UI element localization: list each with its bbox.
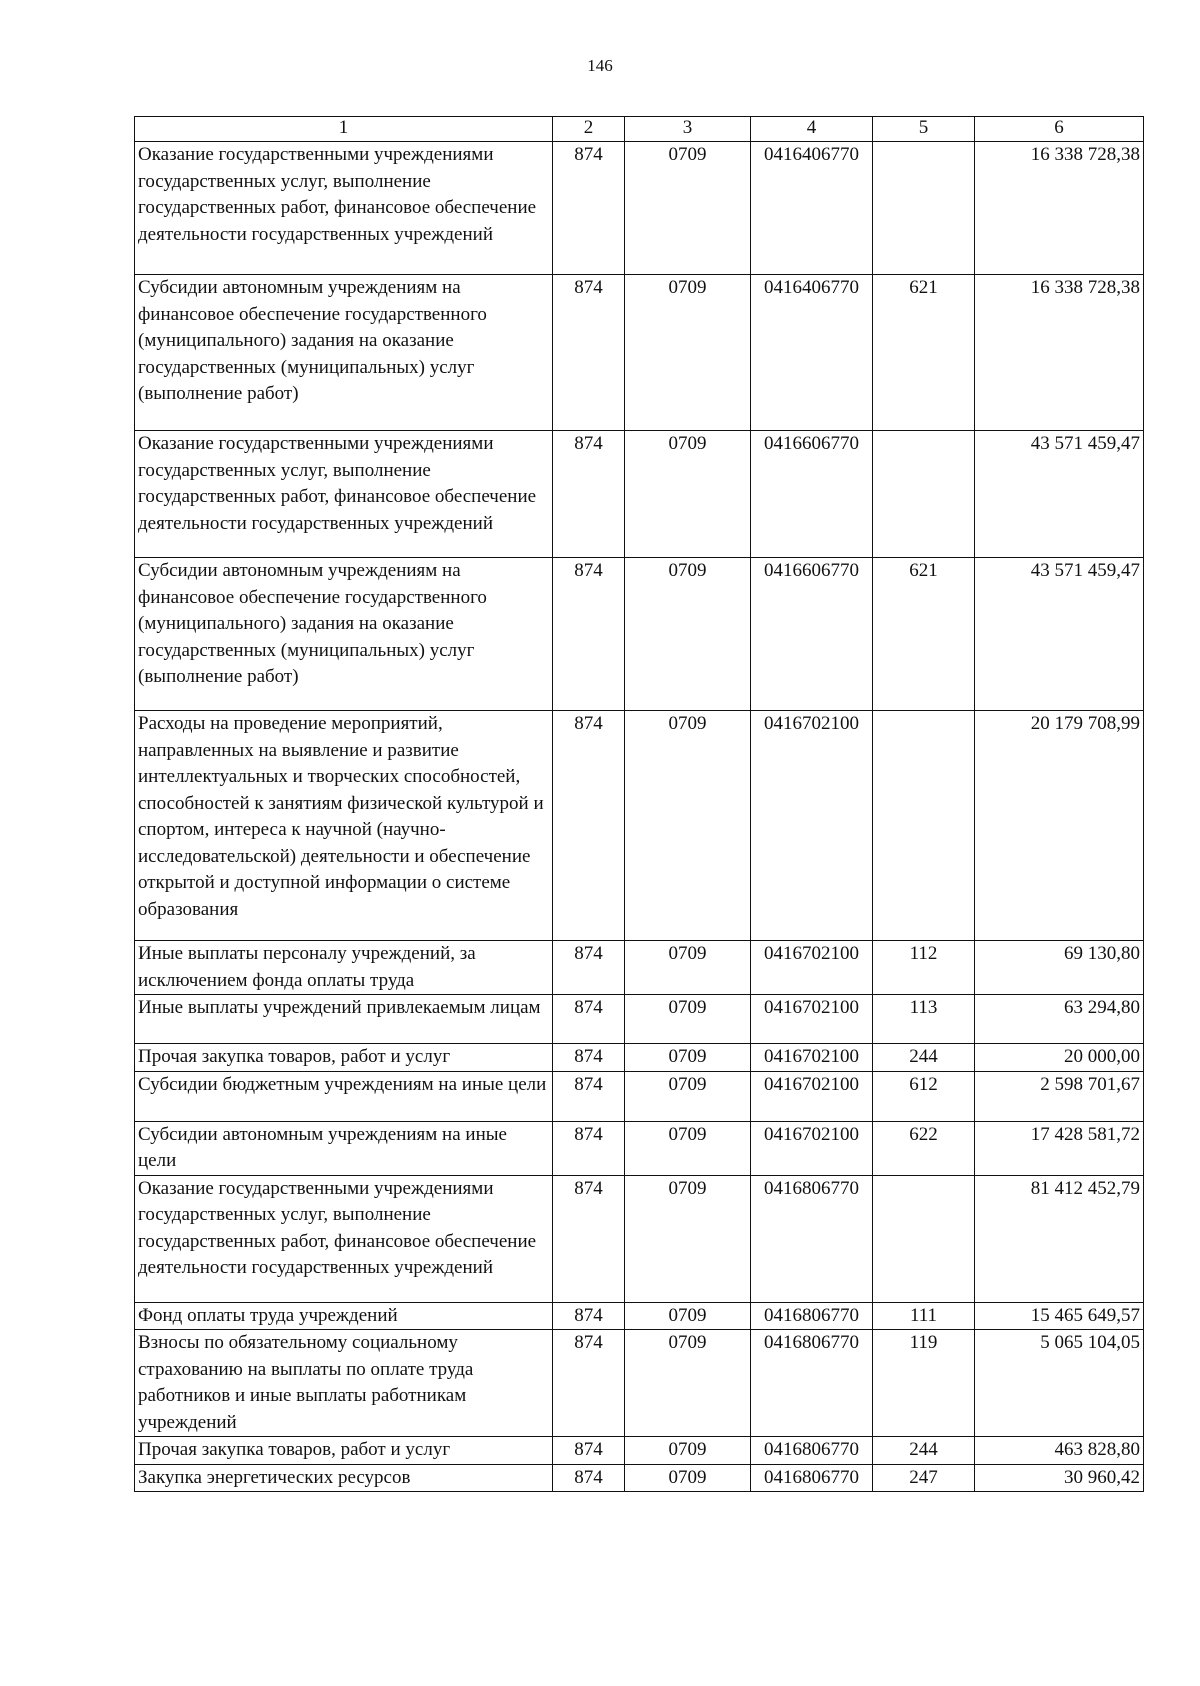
row-description: Прочая закупка товаров, работ и услуг — [135, 1044, 553, 1072]
cell-chapter: 874 — [553, 1175, 625, 1302]
table-row — [135, 995, 1144, 1044]
column-header: 4 — [751, 117, 873, 142]
cell-expense-type: 621 — [873, 558, 975, 711]
table-row — [135, 1302, 1144, 1330]
row-description: Иные выплаты персоналу учреждений, за исключением фонда оплаты труда — [135, 941, 553, 995]
column-header: 5 — [873, 117, 975, 142]
cell-target-article: 0416702100 — [751, 995, 873, 1044]
cell-section: 0709 — [625, 1044, 751, 1072]
table-row — [135, 142, 1144, 275]
cell-section: 0709 — [625, 1330, 751, 1437]
cell-expense-type: 612 — [873, 1071, 975, 1121]
cell-amount: 15 465 649,57 — [975, 1302, 1144, 1330]
table-row — [135, 1175, 1144, 1302]
row-description: Субсидии автономным учреждениям на финансовое обеспечение государственного (муниципального) задания на оказание государственных (муниципальных) услуг (выполнение работ) — [135, 275, 553, 431]
cell-target-article: 0416406770 — [751, 142, 873, 275]
cell-amount: 43 571 459,47 — [975, 558, 1144, 711]
cell-amount: 2 598 701,67 — [975, 1071, 1144, 1121]
cell-section: 0709 — [625, 1071, 751, 1121]
cell-chapter: 874 — [553, 1464, 625, 1492]
cell-amount: 17 428 581,72 — [975, 1121, 1144, 1175]
cell-chapter: 874 — [553, 1437, 625, 1465]
cell-expense-type: 244 — [873, 1437, 975, 1465]
cell-chapter: 874 — [553, 1121, 625, 1175]
column-header: 6 — [975, 117, 1144, 142]
cell-section: 0709 — [625, 431, 751, 558]
row-description: Субсидии автономным учреждениям на иные цели — [135, 1121, 553, 1175]
cell-amount: 43 571 459,47 — [975, 431, 1144, 558]
cell-target-article: 0416702100 — [751, 1121, 873, 1175]
cell-amount: 463 828,80 — [975, 1437, 1144, 1465]
row-description: Субсидии автономным учреждениям на финансовое обеспечение государственного (муниципального) задания на оказание государственных (муниципальных) услуг (выполнение работ) — [135, 558, 553, 711]
cell-expense-type: 113 — [873, 995, 975, 1044]
cell-amount: 16 338 728,38 — [975, 275, 1144, 431]
table-row — [135, 941, 1144, 995]
row-description: Прочая закупка товаров, работ и услуг — [135, 1437, 553, 1465]
cell-expense-type: 119 — [873, 1330, 975, 1437]
cell-section: 0709 — [625, 1464, 751, 1492]
row-description: Расходы на проведение мероприятий, направленных на выявление и развитие интеллектуальных и творческих способностей, способностей к занятиям физической культурой и спортом, интереса к научной (научно-исследовательской) деятельности и обеспечение открытой и доступной информации о системе образования — [135, 711, 553, 941]
cell-target-article: 0416806770 — [751, 1330, 873, 1437]
cell-amount: 81 412 452,79 — [975, 1175, 1144, 1302]
cell-expense-type: 622 — [873, 1121, 975, 1175]
cell-expense-type: 247 — [873, 1464, 975, 1492]
cell-target-article: 0416806770 — [751, 1302, 873, 1330]
cell-amount: 20 179 708,99 — [975, 711, 1144, 941]
cell-expense-type — [873, 431, 975, 558]
cell-amount: 5 065 104,05 — [975, 1330, 1144, 1437]
cell-expense-type: 112 — [873, 941, 975, 995]
row-description: Оказание государственными учреждениями государственных услуг, выполнение государственных работ, финансовое обеспечение деятельности государственных учреждений — [135, 1175, 553, 1302]
cell-section: 0709 — [625, 1175, 751, 1302]
cell-target-article: 0416702100 — [751, 1071, 873, 1121]
table-row — [135, 431, 1144, 558]
column-header: 1 — [135, 117, 553, 142]
budget-table — [134, 116, 1144, 1492]
row-description: Фонд оплаты труда учреждений — [135, 1302, 553, 1330]
cell-section: 0709 — [625, 1437, 751, 1465]
cell-section: 0709 — [625, 711, 751, 941]
table-row — [135, 1071, 1144, 1121]
cell-chapter: 874 — [553, 1330, 625, 1437]
cell-chapter: 874 — [553, 995, 625, 1044]
cell-chapter: 874 — [553, 1071, 625, 1121]
cell-section: 0709 — [625, 1302, 751, 1330]
cell-amount: 16 338 728,38 — [975, 142, 1144, 275]
table-row — [135, 1044, 1144, 1072]
cell-chapter: 874 — [553, 941, 625, 995]
cell-target-article: 0416406770 — [751, 275, 873, 431]
table-row — [135, 275, 1144, 431]
cell-section: 0709 — [625, 142, 751, 275]
cell-expense-type — [873, 711, 975, 941]
row-description: Закупка энергетических ресурсов — [135, 1464, 553, 1492]
cell-target-article: 0416806770 — [751, 1464, 873, 1492]
cell-chapter: 874 — [553, 558, 625, 711]
cell-expense-type — [873, 142, 975, 275]
cell-section: 0709 — [625, 558, 751, 711]
row-description: Оказание государственными учреждениями государственных услуг, выполнение государственных работ, финансовое обеспечение деятельности государственных учреждений — [135, 431, 553, 558]
cell-target-article: 0416806770 — [751, 1175, 873, 1302]
cell-expense-type: 621 — [873, 275, 975, 431]
cell-chapter: 874 — [553, 142, 625, 275]
cell-chapter: 874 — [553, 1302, 625, 1330]
cell-target-article: 0416606770 — [751, 558, 873, 711]
cell-section: 0709 — [625, 1121, 751, 1175]
cell-target-article: 0416606770 — [751, 431, 873, 558]
cell-target-article: 0416806770 — [751, 1437, 873, 1465]
cell-section: 0709 — [625, 941, 751, 995]
cell-section: 0709 — [625, 995, 751, 1044]
table-row — [135, 1464, 1144, 1492]
cell-chapter: 874 — [553, 711, 625, 941]
row-description: Взносы по обязательному социальному страхованию на выплаты по оплате труда работников и иные выплаты работникам учреждений — [135, 1330, 553, 1437]
cell-amount: 20 000,00 — [975, 1044, 1144, 1072]
cell-expense-type: 244 — [873, 1044, 975, 1072]
page-number: 146 — [587, 56, 613, 75]
table-row — [135, 1121, 1144, 1175]
cell-target-article: 0416702100 — [751, 711, 873, 941]
row-description: Оказание государственными учреждениями государственных услуг, выполнение государственных работ, финансовое обеспечение деятельности государственных учреждений — [135, 142, 553, 275]
cell-expense-type — [873, 1175, 975, 1302]
cell-expense-type: 111 — [873, 1302, 975, 1330]
cell-target-article: 0416702100 — [751, 1044, 873, 1072]
table-row — [135, 711, 1144, 941]
cell-target-article: 0416702100 — [751, 941, 873, 995]
row-description: Иные выплаты учреждений привлекаемым лицам — [135, 995, 553, 1044]
header-row — [135, 117, 1144, 142]
row-description: Субсидии бюджетным учреждениям на иные цели — [135, 1071, 553, 1121]
column-header: 3 — [625, 117, 751, 142]
table-row — [135, 1437, 1144, 1465]
table-row — [135, 1330, 1144, 1437]
cell-chapter: 874 — [553, 275, 625, 431]
column-header: 2 — [553, 117, 625, 142]
table-row — [135, 558, 1144, 711]
cell-chapter: 874 — [553, 431, 625, 558]
cell-amount: 63 294,80 — [975, 995, 1144, 1044]
cell-amount: 69 130,80 — [975, 941, 1144, 995]
cell-amount: 30 960,42 — [975, 1464, 1144, 1492]
cell-chapter: 874 — [553, 1044, 625, 1072]
cell-section: 0709 — [625, 275, 751, 431]
